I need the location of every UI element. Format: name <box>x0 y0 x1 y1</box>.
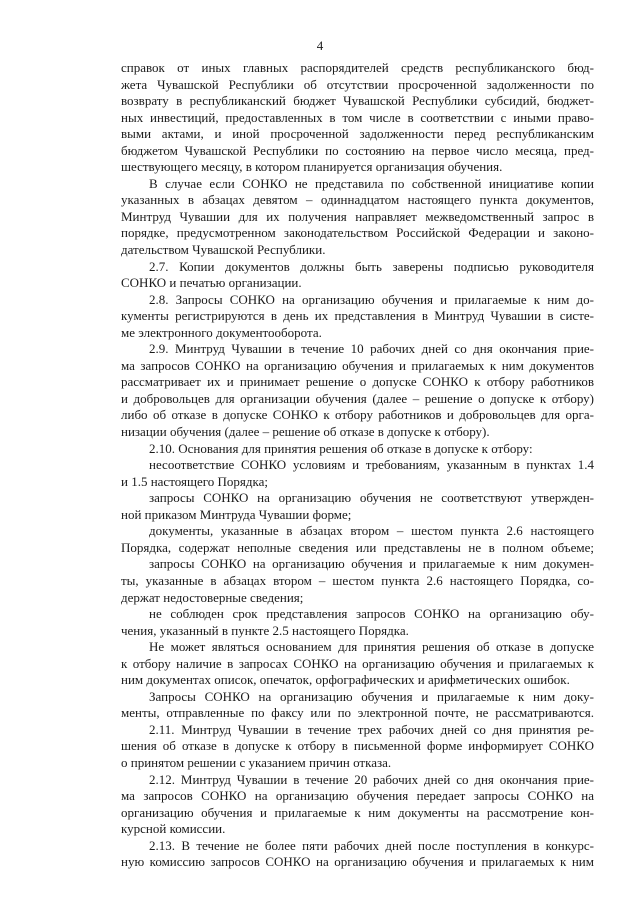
text-line: выми актами, и иной просроченной задолженности перед республиканским <box>121 126 594 142</box>
text-line: Минтруд Чувашии для их получения направляет межведомственный запрос в <box>121 208 594 224</box>
text-line: и 1.5 настоящего Порядка; <box>121 473 268 489</box>
text-line: ма запросов СОНКО на организацию обучения и прилагаемых к ним документов <box>121 357 594 373</box>
text-line: чения, указанный в пункте 2.5 настоящего Порядка. <box>121 622 409 638</box>
page-number: 4 <box>316 38 324 53</box>
text-line: ты, указанные в абзацах втором – шестом пункта 2.6 настоящего Порядка, со- <box>121 572 594 588</box>
text-line: менты, отправленные по факсу или по электронной почте, не рассматриваются. <box>121 705 594 721</box>
text-line: справок от иных главных распорядителей средств республиканского бюд- <box>121 60 594 75</box>
text-line: указанных в абзацах девятом – одиннадцатом настоящего пункта документов, <box>121 192 594 208</box>
text-line: держат недостоверные сведения; <box>121 589 304 605</box>
text-line: дательством Чувашской Республики. <box>121 242 326 258</box>
text-line: жета Чувашской Республики об отсутствии просроченной задолженности по <box>121 76 594 92</box>
text-line: низации обучения (далее – решение об отказе в допуске к отбору). <box>121 424 490 440</box>
text-line: В случае если СОНКО не представила по собственной инициативе копии <box>149 175 594 191</box>
text-line: ную комиссию запросов СОНКО на организацию обучения и прилагаемых к ним <box>121 854 594 870</box>
text-line: СОНКО и печатью организации. <box>121 275 302 291</box>
text-line: о принятом решении с указанием причин отказа. <box>121 754 392 770</box>
text-line: Запросы СОНКО на организацию обучения и прилагаемые к ним доку- <box>149 688 594 704</box>
text-line: запросы СОНКО на организацию обучения не соответствуют утвержден- <box>149 490 594 506</box>
text-line: запросы СОНКО на организацию обучения и прилагаемые к ним докумен- <box>149 556 594 572</box>
text-line: ма запросов СОНКО на организацию обучения передает запросы СОНКО на <box>121 788 594 804</box>
text-line: 2.7. Копии документов должны быть заверены подписью руководителя <box>149 258 594 274</box>
text-line: возврату в республиканский бюджет Чувашской Республики субсидий, бюджет- <box>121 93 594 109</box>
text-line: организацию обучения и прилагаемые к ним документы на рассмотрение кон- <box>121 804 594 820</box>
text-line: документы, указанные в абзацах втором – шестом пункта 2.6 настоящего <box>149 523 594 539</box>
text-line: 2.9. Минтруд Чувашии в течение 10 рабочих дней со дня окончания прие- <box>149 341 594 357</box>
text-line: ним документах описок, опечаток, орфографических и арифметических ошибок. <box>121 672 570 688</box>
text-line: к отбору наличие в запросах СОНКО на организацию обучения и прилагаемых к <box>121 655 594 671</box>
text-line: рассматривает их и принимает решение о допуске СОНКО к отбору работников <box>121 374 594 390</box>
text-line: 2.13. В течение не более пяти рабочих дней после поступления в конкурс- <box>149 837 594 853</box>
text-line: курсной комиссии. <box>121 821 226 837</box>
text-line: ных инвестиций, предоставленных в том числе в соответствии с иными право- <box>121 109 594 125</box>
text-line: ной приказом Минтруда Чувашии форме; <box>121 506 352 522</box>
text-line: 2.12. Минтруд Чувашии в течение 20 рабочих дней со дня окончания прие- <box>149 771 594 787</box>
text-line: Порядка, содержат неполные сведения или представлены не в полном объеме; <box>121 539 594 555</box>
text-line: ме электронного документооборота. <box>121 324 322 340</box>
text-line: не соблюден срок представления запросов СОНКО на организацию обу- <box>149 606 594 622</box>
text-line: 2.8. Запросы СОНКО на организацию обучения и прилагаемые к ним до- <box>149 291 594 307</box>
text-line: шествующего месяцу, в котором планируется организация обучения. <box>121 159 503 175</box>
body-text <box>121 60 594 871</box>
text-line: порядке, предусмотренном законодательством Российской Федерации и законо- <box>121 225 594 241</box>
text-line: шения об отказе в допуске к отбору в письменной форме информирует СОНКО <box>121 738 594 754</box>
text-line: и добровольцев для организации обучения (далее – решение о допуске к отбору) <box>121 390 594 406</box>
text-line: 2.11. Минтруд Чувашии в течение трех рабочих дней со дня принятия ре- <box>149 721 594 737</box>
text-line: Не может являться основанием для принятия решения об отказе в допуске <box>149 639 594 655</box>
text-line: либо об отказе в допуске СОНКО к отбору работников и добровольцев для орга- <box>121 407 594 423</box>
text-line: кументы регистрируются в день их представления в Минтруд Чувашии в систе- <box>121 308 594 324</box>
text-line: несоответствие СОНКО условиям и требованиям, указанным в пунктах 1.4 <box>149 457 594 473</box>
text-line: 2.10. Основания для принятия решения об отказе в допуске к отбору: <box>149 440 533 456</box>
text-line: бюджетом Чувашской Республики по состоянию на первое число месяца, пред- <box>121 142 594 158</box>
